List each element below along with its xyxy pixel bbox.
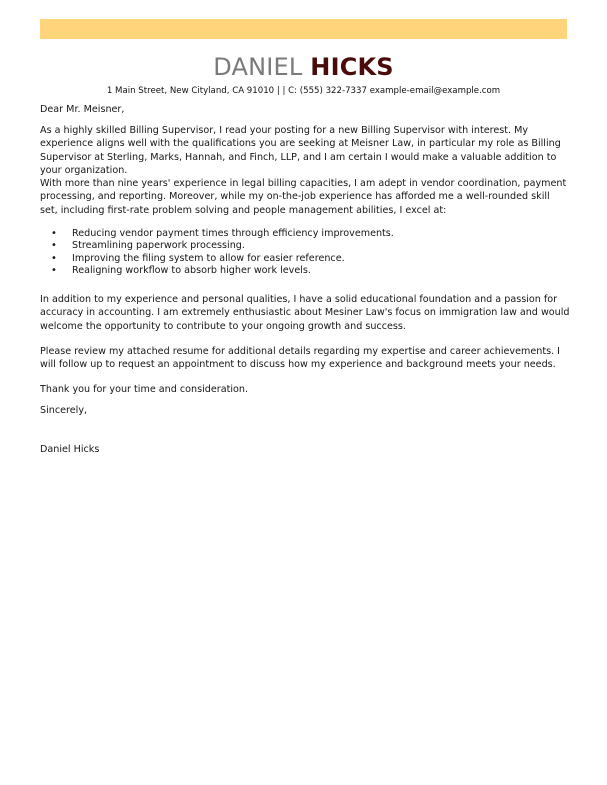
list-item-text: Realigning workflow to absorb higher work levels. [72,265,311,277]
signature-text: Daniel Hicks [40,444,100,455]
first-name: DANIEL [213,53,303,81]
last-name: HICKS [310,53,394,81]
list-item [40,265,560,277]
closing-text: Sincerely, [40,405,88,416]
list-item [40,240,560,252]
paragraph-intro-text: As a highly skilled Billing Supervisor, I read your posting for a new Billing Supervisor with interest. My experience aligns well with the qualifications you are seeking at Meisner Law, in particular my role as Billing Supervisor at Sterling, Marks, Hannah, and Finch, LLP, and I am certain I would make a valuable addition to your organization. [40,125,561,176]
contact-info: 1 Main Street, New Cityland, CA 91010 | | C: (555) 322-7337 example-email@example.com [106,86,501,96]
skills-list [40,228,560,278]
bullet-icon: • [51,240,57,252]
bullet-icon: • [51,252,57,264]
bullet-icon: • [51,228,57,239]
list-item [40,228,560,240]
paragraph-followup [40,345,570,372]
thank-you-text: Thank you for your time and consideration. [40,384,248,395]
salutation [40,103,570,116]
bullet-icon: • [51,265,57,277]
applicant-name [0,52,607,82]
accent-bar [40,19,567,39]
paragraph-intro [40,124,570,177]
paragraph-experience [40,177,570,217]
thank-you-line [40,383,570,396]
list-item-text: Improving the filing system to allow for easier reference. [72,252,345,264]
paragraph-qualities-text: In addition to my experience and personal qualities, I have a solid educational foundation and a passion for accuracy in accounting. I am extremely enthusiastic about Mesiner Law's focus on immigration law and would welcome the opportunity to contribute to your ongoing growth and success. [40,294,570,332]
salutation-text: Dear Mr. Meisner, [40,104,125,115]
list-item-text: Reducing vendor payment times through efficiency improvements. [72,228,394,239]
closing [40,404,570,417]
list-item-text: Streamlining paperwork processing. [72,240,245,252]
list-item [40,253,560,265]
signature [40,443,570,456]
paragraph-experience-text: With more than nine years' experience in legal billing capacities, I am adept in vendor coordination, payment processing, and reporting. Moreover, while my on-the-job experience has afforded me a well-rounded skill set, including first-rate problem solving and people management abilities, I excel at: [40,178,567,216]
paragraph-qualities [40,293,570,333]
paragraph-followup-text: Please review my attached resume for additional details regarding my expertise and career achievements. I will follow up to request an appointment to discuss how my experience and background meets your needs. [40,346,561,371]
